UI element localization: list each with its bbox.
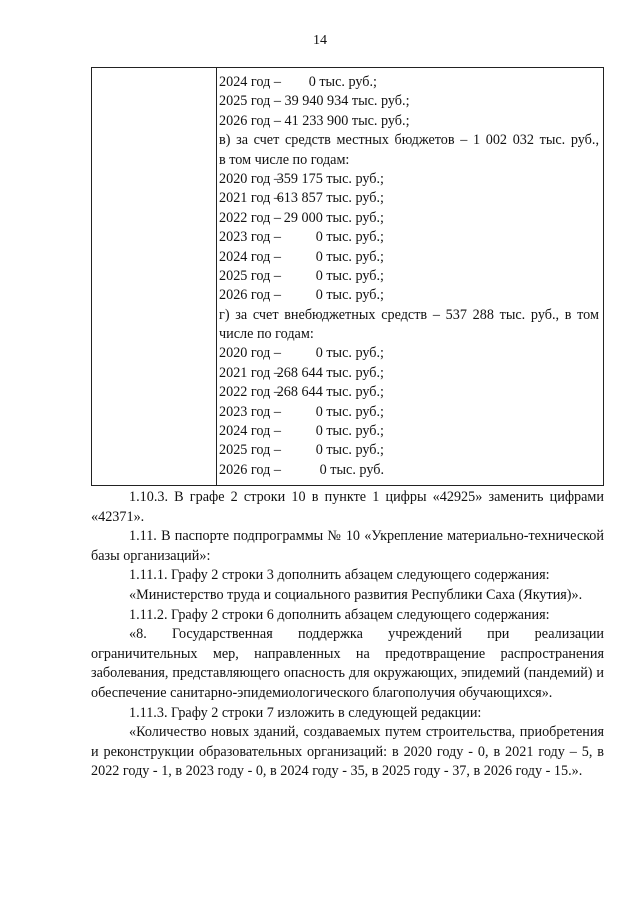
funding-amount: 41 233 900 тыс. руб.; [280,112,410,129]
funding-amount: 0 тыс. руб.; [315,229,384,246]
funding-amount: 613 857 тыс. руб.; [276,190,384,207]
funding-line [219,286,599,305]
funding-amount: 0 тыс. руб.; [308,74,377,90]
funding-line [219,228,599,247]
funding-line [219,383,599,402]
funding-table [91,67,604,486]
funding-year: 2026 год – [219,461,281,478]
funding-year: 2023 год – [219,229,281,246]
paragraph: «Министерство труда и социального развития Республики Саха (Якутия)». [129,586,583,603]
funding-year: 2024 год – [219,74,281,90]
funding-line [219,92,599,111]
funding-amount: 0 тыс. руб. [319,461,384,478]
funding-year: 2020 год – [219,170,281,187]
funding-line [219,170,599,189]
funding-line: в том числе по годам: [219,151,350,168]
funding-line [219,344,599,363]
funding-line [219,364,599,383]
paragraph: 1.11. В паспорте подпрограммы № 10 «Укрепление материально-технической базы организаций»: [91,528,604,564]
funding-amount: 0 тыс. руб.; [315,423,384,440]
funding-amount: 0 тыс. руб.; [315,403,384,420]
paragraph: «8. Государственная поддержка учреждений при реализации ограничительных мер, направленных на предотвращение распространения заболевания, представляющего опасность для окружающих, эпидемий (пандемий) и обеспечение санитарно-эпидемиологического благополучия обучающихся». [91,626,604,701]
funding-amount: 268 644 тыс. руб.; [276,384,384,401]
paragraph: «Количество новых зданий, создаваемых путем строительства, приобретения и реконструкции образовательных организаций: в 2020 году - 0, в 2021 году – 5, в 2022 году - 1, в 2023 году - 0, в 2024 году - 35, в 2025 году - 37, в 2026 году - 15.». [91,724,604,780]
funding-line [219,403,599,422]
funding-year: 2022 год – [219,209,281,226]
funding-line [219,112,599,131]
funding-amount: 0 тыс. руб.; [315,287,384,304]
funding-line [219,267,599,286]
funding-line [219,461,599,480]
funding-year: 2022 год – [219,384,281,401]
funding-amount: 0 тыс. руб.; [315,248,384,265]
funding-amount: 0 тыс. руб.; [315,442,384,459]
funding-line [219,209,599,228]
funding-line [219,248,599,267]
funding-amount: 359 175 тыс. руб.; [276,170,384,187]
funding-year: 2023 год – [219,403,281,420]
funding-line [219,441,599,460]
funding-year: 2025 год – [219,267,281,284]
funding-year: 2026 год – [219,287,281,304]
funding-amount: 29 000 тыс. руб.; [283,209,384,226]
funding-line: числе по годам: [219,326,314,343]
funding-year: 2025 год – [219,93,281,110]
funding-lines [219,73,599,480]
funding-year: 2024 год – [219,248,281,265]
funding-amount: 39 940 934 тыс. руб.; [280,93,410,110]
funding-year: 2025 год – [219,442,281,459]
funding-line: в) за счет средств местных бюджетов – 1 002 032 тыс. руб., [219,132,599,149]
funding-amount: 0 тыс. руб.; [315,267,384,284]
funding-year: 2020 год – [219,345,281,362]
funding-year: 2024 год – [219,423,281,440]
funding-amount: 268 644 тыс. руб.; [276,364,384,381]
funding-line [219,73,599,92]
paragraph: 1.11.1. Графу 2 строки 3 дополнить абзацем следующего содержания: [129,567,550,584]
document-body [91,488,604,782]
funding-amount: 0 тыс. руб.; [315,345,384,362]
paragraph: 1.11.2. Графу 2 строки 6 дополнить абзацем следующего содержания: [129,606,550,623]
funding-line: г) за счет внебюджетных средств – 537 288 тыс. руб., в том [219,306,599,323]
paragraph: 1.11.3. Графу 2 строки 7 изложить в следующей редакции: [129,704,482,721]
funding-year: 2021 год – [219,364,281,381]
funding-line [219,189,599,208]
table-column-divider [216,68,217,485]
funding-year: 2026 год – [219,112,281,129]
page-number: 14 [313,33,327,48]
funding-line [219,422,599,441]
paragraph: 1.10.3. В графе 2 строки 10 в пункте 1 цифры «42925» заменить цифрами «42371». [91,489,604,525]
funding-year: 2021 год – [219,190,281,207]
